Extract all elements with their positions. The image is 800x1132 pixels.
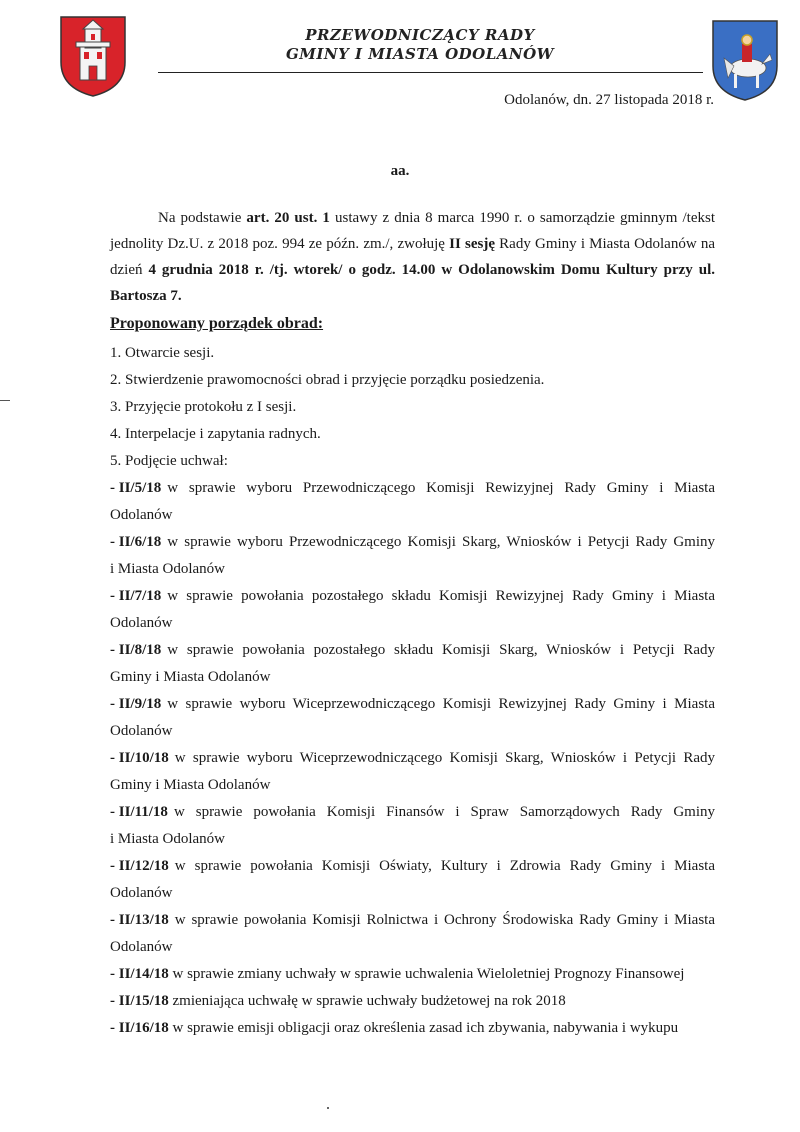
resolution-number: - II/8/18 bbox=[110, 642, 162, 658]
resolution-text: w sprawie powołania Komisji Oświaty, Kultury i Zdrowia Rady Gminy i Miasta bbox=[174, 858, 715, 874]
resolution-number: - II/11/18 bbox=[110, 804, 168, 820]
resolution-text: w sprawie powołania Komisji Finansów i Spraw Samorządowych Rady Gminy bbox=[173, 804, 715, 820]
resolution-item bbox=[110, 907, 715, 961]
agenda-item: 1. Otwarcie sesji. bbox=[110, 345, 215, 361]
resolution-item bbox=[110, 745, 715, 799]
resolution-number: - II/15/18 bbox=[110, 993, 169, 1009]
scan-margin-mark bbox=[0, 400, 10, 401]
agenda-item: 5. Podjęcie uchwał: bbox=[110, 453, 228, 469]
agenda-title: Proponowany porządek obrad: bbox=[110, 315, 324, 332]
intro-session: II sesję bbox=[449, 236, 495, 252]
agenda-item: 2. Stwierdzenie prawomocności obrad i przyjęcie porządku posiedzenia. bbox=[110, 372, 545, 388]
scan-speck bbox=[327, 1107, 329, 1109]
intro-paragraph bbox=[110, 205, 715, 309]
intro-legal-basis: art. 20 ust. 1 bbox=[246, 210, 330, 226]
intro-text-2: ustawy z dnia 8 marca 1990 r. o samorządzie gminnym /tekst jednolity Dz.U. z 2018 poz. 994 ze późn. zm./, zwołuję bbox=[110, 210, 715, 252]
resolution-number: - II/7/18 bbox=[110, 588, 162, 604]
resolution-number: - II/10/18 bbox=[110, 750, 169, 766]
issuer-body: GMINY I MIASTA ODOLANÓW bbox=[285, 45, 555, 63]
resolution-number: - II/16/18 bbox=[110, 1020, 169, 1036]
st-martin-coat-of-arms-icon bbox=[710, 18, 780, 102]
resolution-text-cont: Gminy i Miasta Odolanów bbox=[110, 669, 271, 685]
resolution-text-cont: Odolanów bbox=[110, 723, 173, 739]
resolution-text: w sprawie powołania pozostałego składu Komisji Rewizyjnej Rady Gminy i Miasta bbox=[167, 588, 715, 604]
reference-mark: aa. bbox=[390, 163, 410, 179]
resolution-text: w sprawie powołania Komisji Rolnictwa i Ochrony Środowiska Rady Gminy i Miasta bbox=[174, 912, 715, 928]
resolution-item bbox=[110, 799, 715, 853]
resolution-text-cont: i Miasta Odolanów bbox=[110, 831, 225, 847]
resolution-list bbox=[110, 475, 715, 1042]
resolution-text: w sprawie powołania pozostałego składu Komisji Skarg, Wniosków i Petycji Rady bbox=[167, 642, 715, 658]
header-divider bbox=[158, 72, 703, 73]
resolution-number: - II/5/18 bbox=[110, 480, 162, 496]
resolution-item bbox=[110, 475, 715, 529]
agenda-item: 3. Przyjęcie protokołu z I sesji. bbox=[110, 399, 297, 415]
resolution-text: w sprawie wyboru Wiceprzewodniczącego Komisji Rewizyjnej Rady Gminy i Miasta bbox=[167, 696, 715, 712]
resolution-text: zmieniająca uchwałę w sprawie uchwały budżetowej na rok 2018 bbox=[172, 993, 566, 1009]
resolution-item bbox=[110, 583, 715, 637]
intro-text-1: Na podstawie bbox=[158, 210, 247, 226]
resolution-item bbox=[110, 988, 715, 1015]
agenda-item: 4. Interpelacje i zapytania radnych. bbox=[110, 426, 321, 442]
resolution-item bbox=[110, 853, 715, 907]
agenda-list bbox=[110, 340, 715, 1042]
resolution-number: - II/13/18 bbox=[110, 912, 169, 928]
resolution-text: w sprawie emisji obligacji oraz określenia zasad ich zbywania, nabywania i wykupu bbox=[172, 1020, 679, 1036]
resolution-item bbox=[110, 961, 715, 988]
resolution-item bbox=[110, 691, 715, 745]
resolution-number: - II/12/18 bbox=[110, 858, 169, 874]
resolution-item bbox=[110, 529, 715, 583]
resolution-text-cont: Odolanów bbox=[110, 885, 173, 901]
resolution-text-cont: Odolanów bbox=[110, 939, 173, 955]
issuer-header bbox=[150, 26, 690, 64]
resolution-text: w sprawie wyboru Wiceprzewodniczącego Komisji Skarg, Wniosków i Petycji Rady bbox=[174, 750, 715, 766]
resolution-text-cont: Gminy i Miasta Odolanów bbox=[110, 777, 271, 793]
resolution-number: - II/6/18 bbox=[110, 534, 162, 550]
resolution-item bbox=[110, 637, 715, 691]
resolution-text: w sprawie wyboru Przewodniczącego Komisji Rewizyjnej Rady Gminy i Miasta bbox=[167, 480, 715, 496]
resolution-text: w sprawie wyboru Przewodniczącego Komisji Skarg, Wniosków i Petycji Rady Gminy bbox=[167, 534, 715, 550]
tower-coat-of-arms-icon bbox=[58, 14, 128, 98]
resolution-text-cont: i Miasta Odolanów bbox=[110, 561, 225, 577]
dateline: Odolanów, dn. 27 listopada 2018 r. bbox=[504, 92, 714, 108]
resolution-number: - II/14/18 bbox=[110, 966, 169, 982]
resolution-text: w sprawie zmiany uchwały w sprawie uchwalenia Wieloletniej Prognozy Finansowej bbox=[172, 966, 685, 982]
intro-text-3: Rady Gminy i Miasta Odolanów na dzień bbox=[110, 236, 715, 278]
intro-date-place: 4 grudnia 2018 r. /tj. wtorek/ o godz. 14.00 w Odolanowskim Domu Kultury przy ul. Bartosza 7. bbox=[110, 262, 715, 304]
resolution-item bbox=[110, 1015, 715, 1042]
issuer-title: PRZEWODNICZĄCY RADY bbox=[305, 26, 535, 44]
resolution-text-cont: Odolanów bbox=[110, 507, 173, 523]
resolution-number: - II/9/18 bbox=[110, 696, 162, 712]
resolution-text-cont: Odolanów bbox=[110, 615, 173, 631]
